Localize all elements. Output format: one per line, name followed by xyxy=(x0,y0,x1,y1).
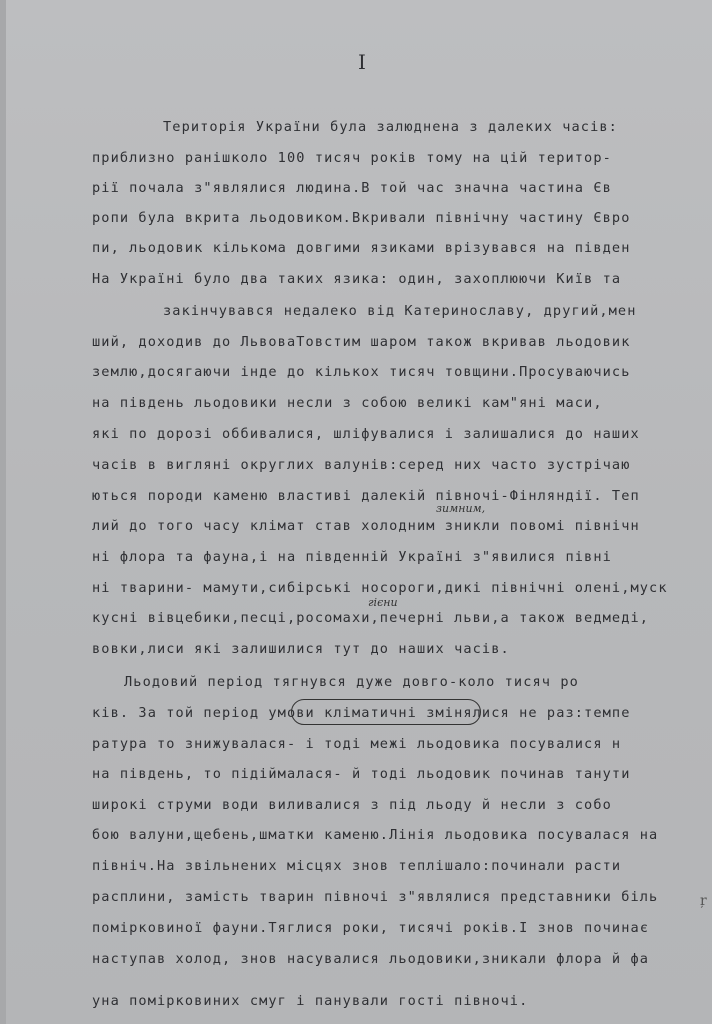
text-line: ків. За той період умови кліматичні змінялися не раз:темпе xyxy=(92,705,631,721)
text-line: широкі струми води виливалися з під льоду й несли з собо xyxy=(92,797,612,813)
text-line: ні флора та фауна,і на південній Україні з"явилися півні xyxy=(92,549,612,565)
text-line: лий до того часу клімат став холодним зникли повомі північн xyxy=(92,518,640,534)
text-line: ропи була вкрита льодовиком.Вкривали північну частину Євро xyxy=(92,210,631,226)
text-line: часів в вигляні округлих валунів:серед них часто зустрічаю xyxy=(92,457,631,473)
text-line: ні тварини- мамути,сибірські носороги,дикі північні олені,муск xyxy=(92,580,668,596)
handwritten-annotation: зимним, xyxy=(436,502,486,515)
handwritten-annotation: гієни xyxy=(368,596,398,609)
text-line: расплини, замість тварин півночі з"являлися представники біль xyxy=(92,889,659,905)
page-number: I xyxy=(358,50,366,74)
text-line: уна помірковиних смуг і панували гості півночі. xyxy=(92,993,529,1009)
text-line: бою валуни,щебень,шматки каменю.Лінія льодовика посувалася на xyxy=(92,827,659,843)
text-line: ший, доходив до ЛьвоваТовстим шаром також вкривав льодовик xyxy=(92,334,631,350)
text-line: вовки,лиси які залишилися тут до наших часів. xyxy=(92,641,510,657)
text-line: Територія України була залюднена з далеких часів: xyxy=(163,119,618,135)
text-line: На Україні було два таких язика: один, захоплюючи Київ та xyxy=(92,271,622,287)
text-line: які по дорозі оббивалися, шліфувалися і залишалися до наших xyxy=(92,426,640,442)
margin-mark: ŗ xyxy=(700,893,707,909)
text-line: приблизно ранішколо 100 тисяч років тому на цій територ- xyxy=(92,150,612,166)
text-line: на південь льодовики несли з собою великі кам"яні маси, xyxy=(92,395,603,411)
text-line: Льодовий період тягнувся дуже довго-коло тисяч ро xyxy=(124,674,579,690)
text-line: наступав холод, знов насувалися льодовики,зникали флора й фа xyxy=(92,951,650,967)
circled-phrase-mark xyxy=(291,699,481,725)
text-line: закінчувався недалеко від Катеринославу, другий,мен xyxy=(163,303,637,319)
text-line: ратура то знижувалася- і тоді межі льодовика посувалися н xyxy=(92,736,622,752)
text-line: на південь, то підіймалася- й тоді льодовик починав танути xyxy=(92,766,631,782)
text-line: кусні вівцебики,песці,росомахи,печерні льви,а також ведмеді, xyxy=(92,610,650,626)
text-line: землю,досягаючи інде до кількох тисяч товщини.Просуваючись xyxy=(92,364,631,380)
text-line: рії почала з"являлися людина.В той час значна частина Єв xyxy=(92,180,612,196)
text-line: пи, льодовик кількома довгими язиками врізувався на півден xyxy=(92,240,631,256)
text-line: північ.На звільнених місцях знов теплішало:починали расти xyxy=(92,858,622,874)
text-line: помірковиної фауни.Тяглися роки, тисячі років.І знов починає xyxy=(92,920,650,936)
text-line: ються породи каменю властиві далекій півночі-Фінляндії. Теп xyxy=(92,488,640,504)
